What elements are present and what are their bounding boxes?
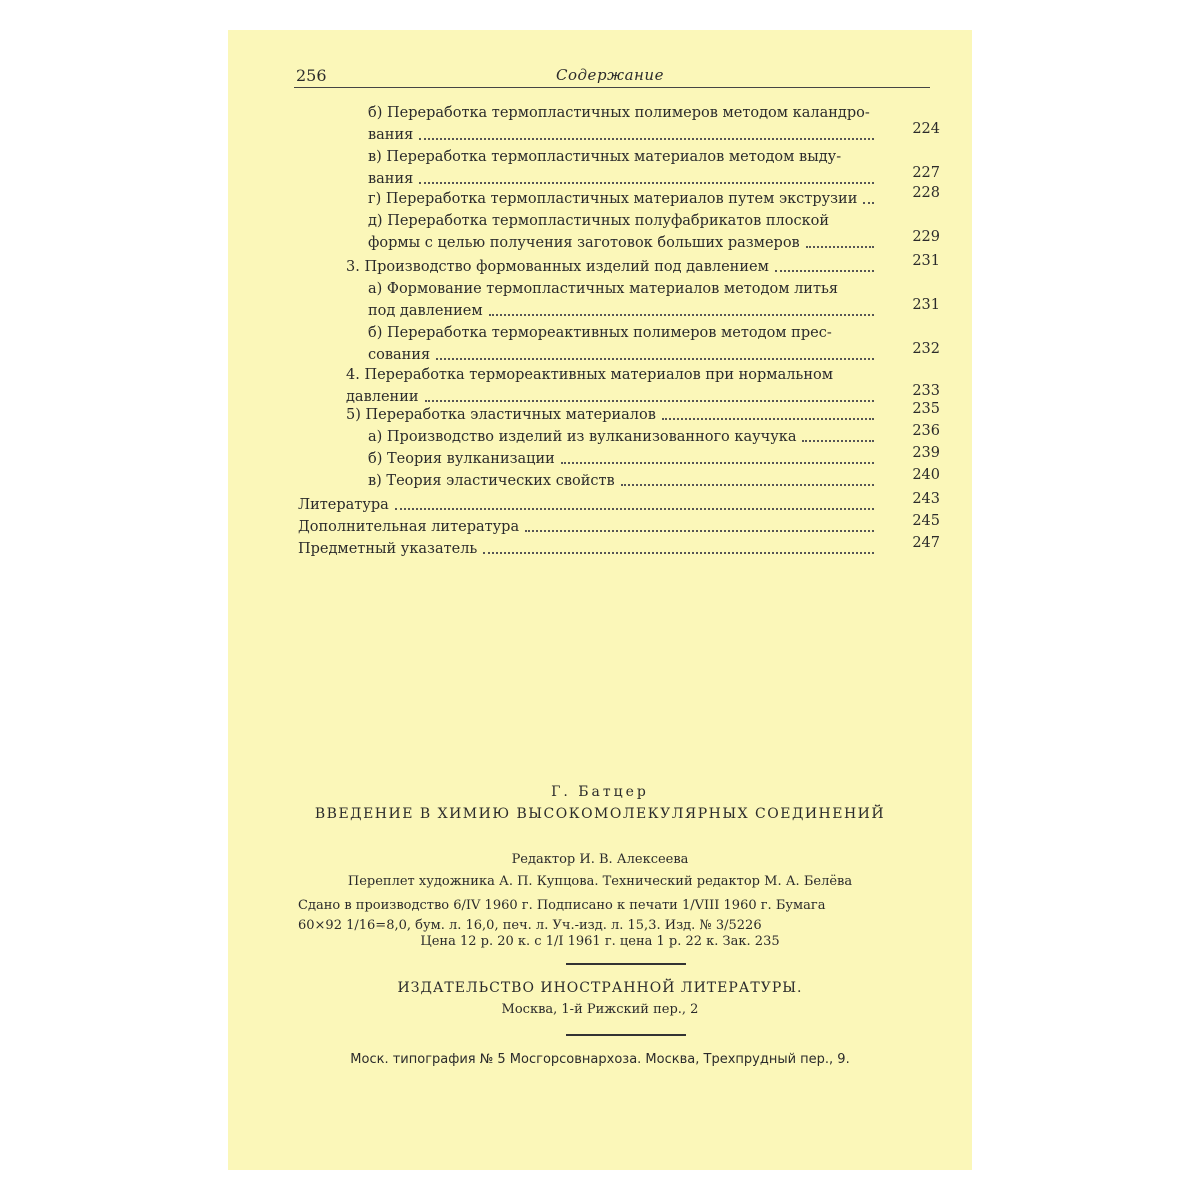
toc-entry bbox=[368, 210, 940, 254]
toc-page-number: 239 bbox=[912, 445, 940, 461]
toc-entry-text: 3. Производство формованных изделий под давлением bbox=[346, 259, 769, 275]
toc-entry bbox=[368, 322, 940, 366]
editor-line: Редактор И. В. Алексеева bbox=[511, 852, 689, 867]
toc-page-number: 236 bbox=[912, 423, 940, 439]
toc-page-number: 245 bbox=[912, 513, 940, 529]
toc-entry-text: Предметный указатель bbox=[298, 541, 478, 557]
dot-leader bbox=[806, 246, 874, 248]
toc-page-number: 227 bbox=[912, 165, 940, 181]
book-page bbox=[228, 30, 972, 1170]
dot-leader bbox=[802, 440, 874, 442]
toc-entry bbox=[368, 146, 940, 190]
price-line: Цена 12 р. 20 к. с 1/I 1961 г. цена 1 р. 22 к. Зак. 235 bbox=[420, 934, 780, 949]
print-info-line-1: Сдано в производство 6/IV 1960 г. Подписано к печати 1/VIII 1960 г. Бумага bbox=[298, 898, 826, 913]
publisher-name: ИЗДАТЕЛЬСТВО ИНОСТРАННОЙ ЛИТЕРАТУРЫ. bbox=[397, 980, 803, 996]
toc-entry bbox=[368, 423, 940, 448]
dot-leader bbox=[419, 182, 874, 184]
toc-page-number: 247 bbox=[912, 535, 940, 551]
toc-entry bbox=[368, 102, 940, 146]
publisher-address: Москва, 1-й Рижский пер., 2 bbox=[501, 1002, 699, 1017]
dot-leader bbox=[419, 138, 874, 140]
toc-entry-text: вания bbox=[368, 171, 414, 187]
separator-rule-2 bbox=[566, 1034, 686, 1036]
dot-leader bbox=[863, 202, 874, 204]
dot-leader bbox=[561, 462, 874, 464]
separator-rule-1 bbox=[566, 963, 686, 965]
toc-entry-text: г) Переработка термопластичных материалов путем экструзии bbox=[368, 191, 858, 207]
toc-page-number: 240 bbox=[912, 467, 940, 483]
toc-entry bbox=[368, 467, 940, 492]
toc-entry-text: под давлением bbox=[368, 303, 483, 319]
running-title: Содержание bbox=[556, 66, 664, 84]
dot-leader bbox=[662, 418, 874, 420]
toc-page-number: 228 bbox=[912, 185, 940, 201]
toc-entry-text: д) Переработка термопластичных полуфабрикатов плоской bbox=[368, 213, 830, 229]
dot-leader bbox=[489, 314, 874, 316]
toc-entry-text: б) Переработка термопластичных полимеров методом каландро- bbox=[368, 105, 870, 121]
toc-page-number: 243 bbox=[912, 491, 940, 507]
dot-leader bbox=[436, 358, 874, 360]
toc-page-number: 233 bbox=[912, 383, 940, 399]
toc-entry-text: Дополнительная литература bbox=[298, 519, 520, 535]
book-title: ВВЕДЕНИЕ В ХИМИЮ ВЫСОКОМОЛЕКУЛЯРНЫХ СОЕДИНЕНИЙ bbox=[314, 806, 886, 822]
toc-entry bbox=[346, 364, 940, 408]
toc-entry bbox=[298, 491, 940, 516]
author-name: Г. Батцер bbox=[551, 784, 649, 800]
dot-leader bbox=[621, 484, 874, 486]
toc-page-number: 224 bbox=[912, 121, 940, 137]
toc-entry-text: давлении bbox=[346, 389, 419, 405]
toc-entry-text: 4. Переработка термореактивных материалов при нормальном bbox=[346, 367, 833, 383]
designer-line: Переплет художника А. П. Купцова. Технический редактор М. А. Белёва bbox=[347, 874, 853, 889]
toc-entry bbox=[298, 513, 940, 538]
toc-entry-text: а) Формование термопластичных материалов методом литья bbox=[368, 281, 839, 297]
toc-entry bbox=[346, 401, 940, 426]
dot-leader bbox=[395, 508, 874, 510]
toc-entry-text: б) Переработка термореактивных полимеров методом прес- bbox=[368, 325, 832, 341]
print-info bbox=[298, 896, 918, 936]
printing-house: Моск. типография № 5 Мосгорсовнархоза. Москва, Трехпрудный пер., 9. bbox=[350, 1052, 850, 1067]
toc-entry-text: сования bbox=[368, 347, 431, 363]
toc-page-number: 231 bbox=[912, 253, 940, 269]
toc-entry-text: в) Теория эластических свойств bbox=[368, 473, 615, 489]
print-info-line-2: 60×92 1/16=8,0, бум. л. 16,0, печ. л. Уч.-изд. л. 15,3. Изд. № 3/5226 bbox=[298, 918, 762, 933]
toc-page-number: 231 bbox=[912, 297, 940, 313]
dot-leader bbox=[425, 400, 874, 402]
dot-leader bbox=[483, 552, 874, 554]
toc-entry-text: 5) Переработка эластичных материалов bbox=[346, 407, 656, 423]
toc-entry-text: формы с целью получения заготовок больших размеров bbox=[368, 235, 800, 251]
toc-page-number: 229 bbox=[912, 229, 940, 245]
toc-entry bbox=[368, 278, 940, 322]
toc-entry bbox=[298, 535, 940, 560]
toc-page-number: 235 bbox=[912, 401, 940, 417]
toc-entry-text: Литература bbox=[298, 497, 389, 513]
toc-entry bbox=[368, 185, 940, 210]
toc-page-number: 232 bbox=[912, 341, 940, 357]
toc-entry bbox=[346, 253, 940, 278]
toc-entry-text: вания bbox=[368, 127, 414, 143]
toc-entry bbox=[368, 445, 940, 470]
toc-entry-text: б) Теория вулканизации bbox=[368, 451, 555, 467]
toc-entry-text: а) Производство изделий из вулканизованного каучука bbox=[368, 429, 797, 445]
dot-leader bbox=[775, 270, 874, 272]
header-rule bbox=[294, 87, 930, 88]
page-number: 256 bbox=[296, 66, 327, 85]
toc-entry-text: в) Переработка термопластичных материалов методом выду- bbox=[368, 149, 842, 165]
dot-leader bbox=[525, 530, 874, 532]
